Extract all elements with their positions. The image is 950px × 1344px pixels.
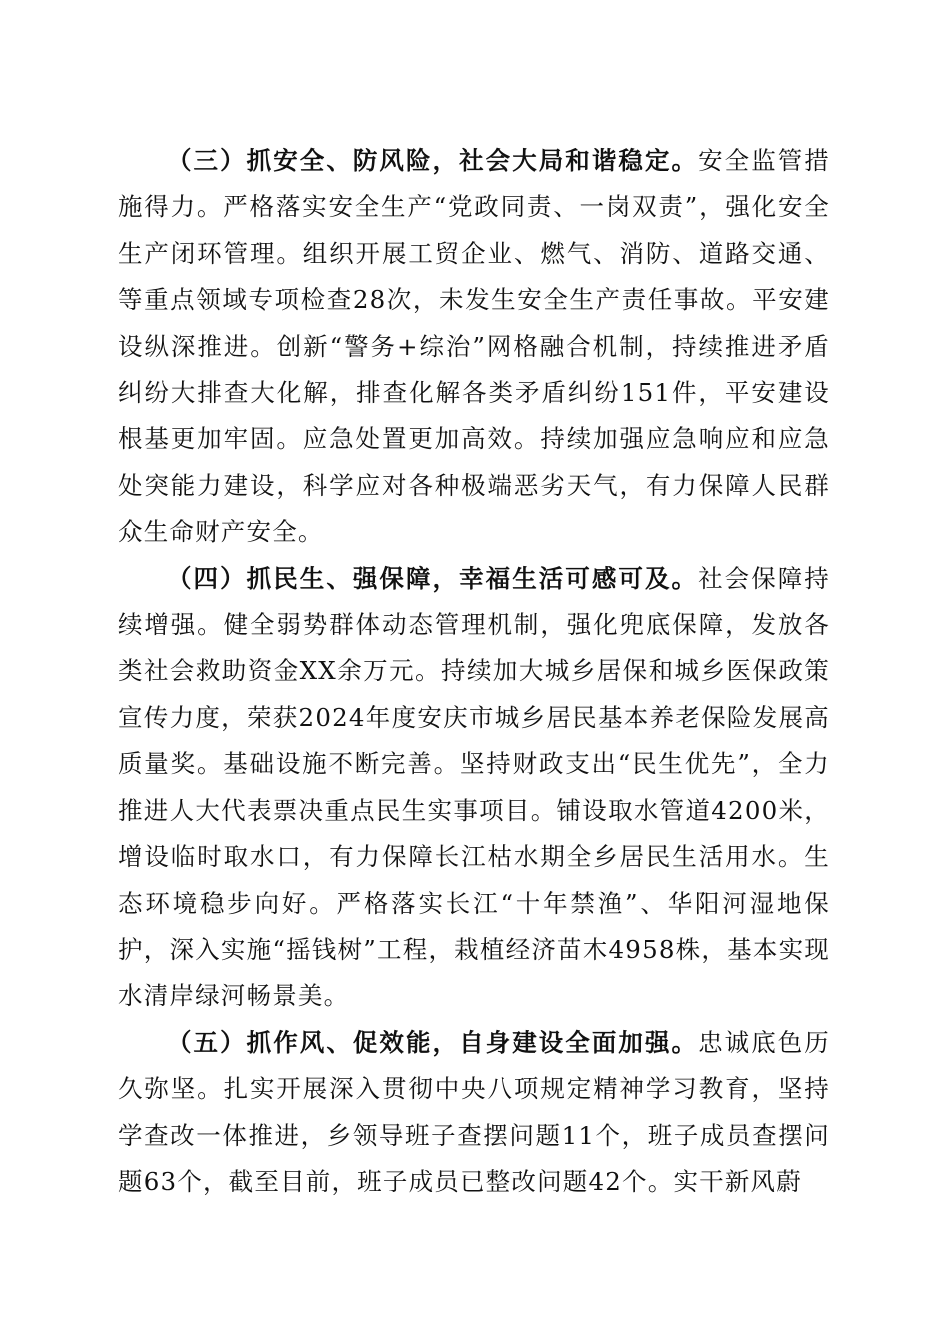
paragraph-livelihood [118,556,830,1020]
paragraph-work-style [118,1020,830,1206]
paragraph-safety [118,138,830,556]
paragraph-heading: （三）抓安全、防风险，社会大局和谐稳定。 [167,146,699,175]
document-body [118,138,830,1205]
paragraph-heading: （四）抓民生、强保障，幸福生活可感可及。 [167,563,699,593]
paragraph-body: 安全监管措施得力。严格落实安全生产“党政同责、一岗双责”，强化安全生产闭环管理。组织开展工贸企业、燃气、消防、道路交通、等重点领域专项检查28次，未发生安全生产责任事故。平安建设纵深推进。创新“警务+综治”网格融合机制，持续推进矛盾纠纷大排查大化解，排查化解各类矛盾纠纷151件，平安建设根基更加牢固。应急处置更加高效。持续加强应急响应和应急处突能力建设，科学应对各种极端恶劣天气，有力保障人民群众生命财产安全。 [118,146,831,547]
paragraph-heading: （五）抓作风、促效能，自身建设全面加强。 [167,1027,699,1057]
paragraph-body: 忠诚底色历久弥坚。扎实开展深入贯彻中央八项规定精神学习教育，坚持学查改一体推进，乡领导班子查摆问题11个，班子成员查摆问题63个，截至目前，班子成员已整改问题42个。实干新风蔚 [118,1027,831,1196]
paragraph-body: 社会保障持续增强。健全弱势群体动态管理机制，强化兜底保障，发放各类社会救助资金XX余万元。持续加大城乡居保和城乡医保政策宣传力度，荣获2024年度安庆市城乡居民基本养老保险发展高质量奖。基础设施不断完善。坚持财政支出“民生优先”，全力推进人大代表票决重点民生实事项目。铺设取水管道4200米，增设临时取水口，有力保障长江枯水期全乡居民生活用水。生态环境稳步向好。严格落实长江“十年禁渔”、华阳河湿地保护，深入实施“摇钱树”工程，栽植经济苗木4958株，基本实现水清岸绿河畅景美。 [118,563,831,1011]
